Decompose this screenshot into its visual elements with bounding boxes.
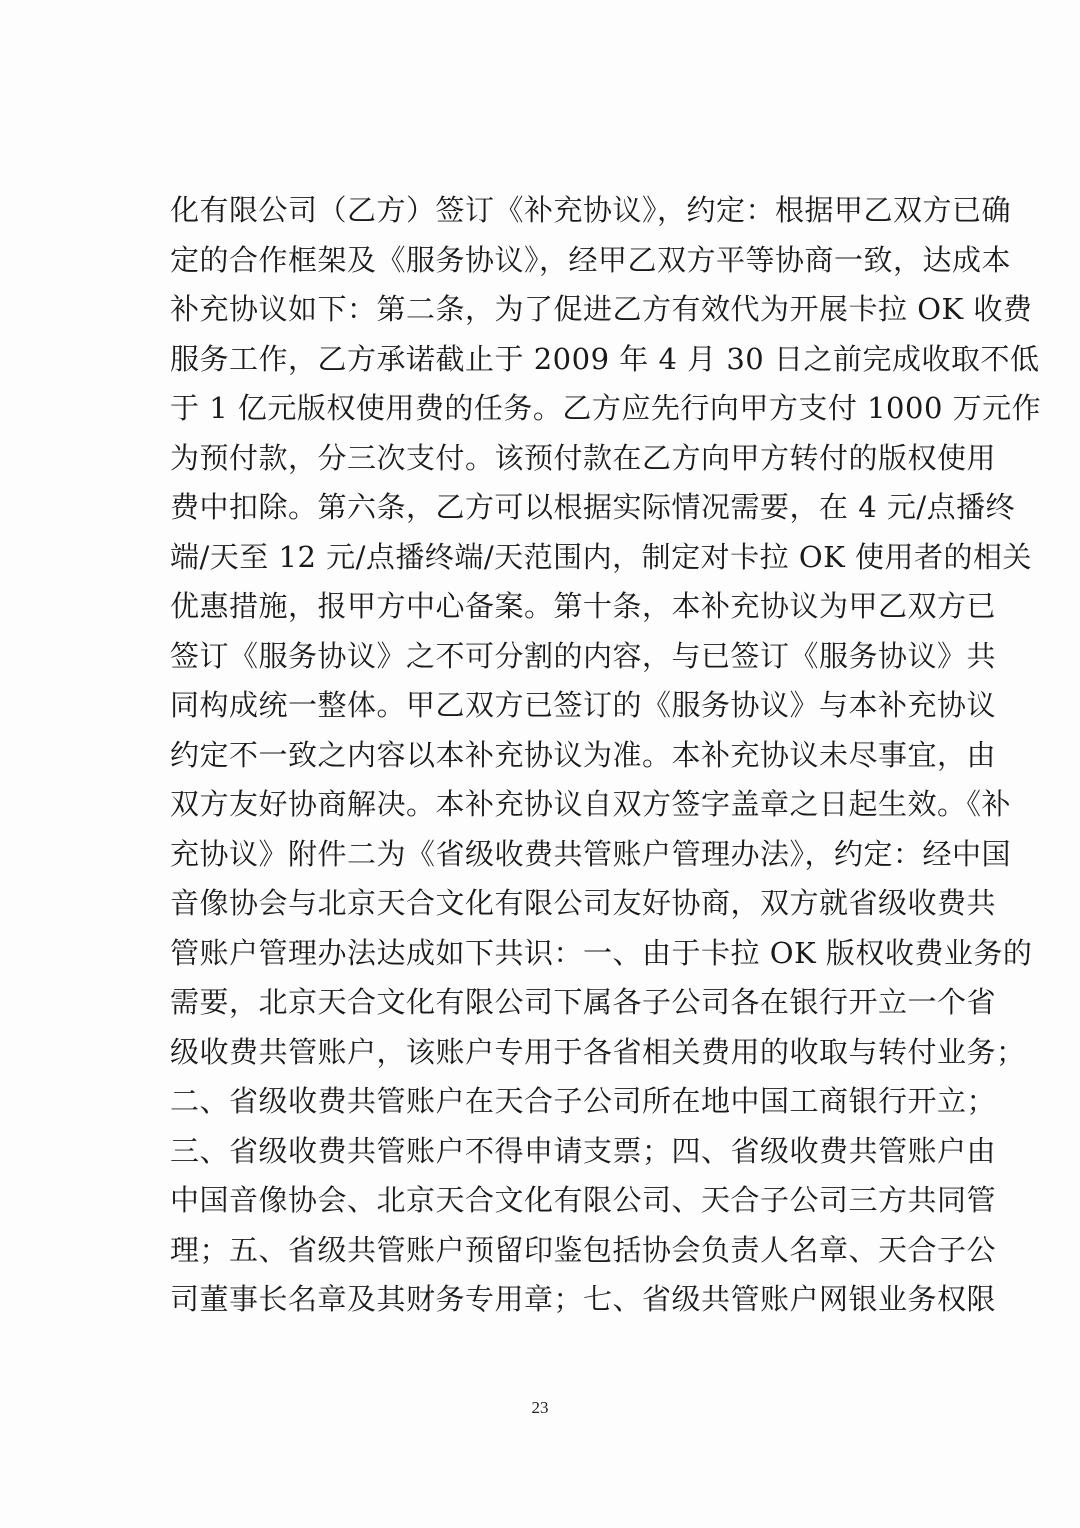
text-line: 优惠措施，报甲方中心备案。第十条，本补充协议为甲乙双方已 [170, 589, 997, 623]
text-line: 端/天至 12 元/点播终端/天范围内，制定对卡拉 OK 使用者的相关 [170, 539, 1033, 574]
text-line: 为预付款，分三次支付。该预付款在乙方向甲方转付的版权使用 [170, 440, 997, 475]
text-line: 定的合作框架及《服务协议》，经甲乙双方平等协商一致，达成本 [170, 242, 1012, 277]
text-line: 双方友好协商解决。本补充协议自双方签字盖章之日起生效。《补 [170, 787, 1012, 821]
text-line: 音像协会与北京天合文化有限公司友好协商，双方就省级收费共 [170, 886, 997, 920]
text-line: 理；五、省级共管账户预留印鉴包括协会负责人名章、天合子公 [170, 1232, 997, 1267]
text-line: 需要，北京天合文化有限公司下属各子公司各在银行开立一个省 [170, 985, 997, 1019]
text-line: 三、省级收费共管账户不得申请支票；四、省级收费共管账户由 [170, 1133, 997, 1168]
page-number: 23 [531, 1398, 549, 1417]
text-line: 级收费共管账户，该账户专用于各省相关费用的收取与转付业务； [170, 1034, 1026, 1069]
body-text [170, 186, 1042, 1325]
text-line: 补充协议如下：第二条，为了促进乙方有效代为开展卡拉 OK 收费 [170, 292, 1033, 326]
text-line: 二、省级收费共管账户在天合子公司所在地中国工商银行开立； [170, 1084, 997, 1118]
text-line: 费中扣除。第六条，乙方可以根据实际情况需要，在 4 元/点播终 [170, 490, 1016, 524]
text-line: 签订《服务协议》之不可分割的内容，与已签订《服务协议》共 [170, 638, 997, 673]
text-line: 约定不一致之内容以本补充协议为准。本补充协议未尽事宜，由 [170, 737, 997, 772]
text-line: 管账户管理办法达成如下共识：一、由于卡拉 OK 版权收费业务的 [170, 935, 1033, 970]
text-line: 化有限公司（乙方）签订《补充协议》，约定：根据甲乙双方已确 [170, 193, 1012, 227]
text-line: 同构成统一整体。甲乙双方已签订的《服务协议》与本补充协议 [170, 688, 997, 722]
text-line: 于 1 亿元版权使用费的任务。乙方应先行向甲方支付 1000 万元作 [170, 391, 1042, 425]
text-line: 司董事长名章及其财务专用章；七、省级共管账户网银业务权限 [170, 1282, 997, 1316]
text-line: 服务工作，乙方承诺截止于 2009 年 4 月 30 日之前完成收取不低 [170, 341, 1040, 376]
text-line: 充协议》附件二为《省级收费共管账户管理办法》，约定：经中国 [170, 836, 1012, 871]
text-line: 中国音像协会、北京天合文化有限公司、天合子公司三方共同管 [170, 1183, 997, 1217]
